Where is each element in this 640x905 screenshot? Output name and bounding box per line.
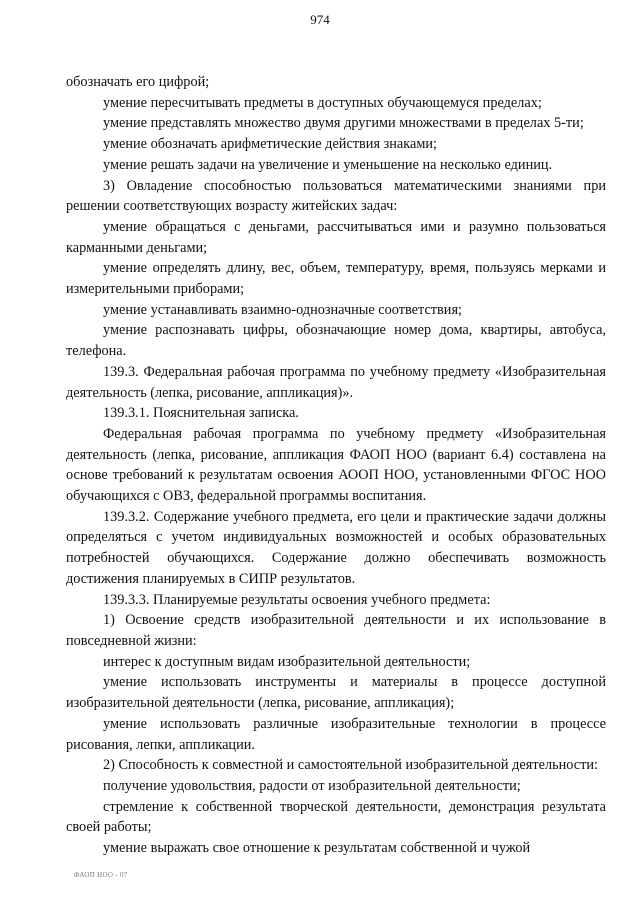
paragraph: Федеральная рабочая программа по учебному предмету «Изобразительная деятельность (лепка, рисование, аппликация ФАОП НОО (вариант 6.4) составлена на основе требований к результатам освоения АООП НОО, установленными ФГОС НОО обучающихся с ОВЗ, федеральной программы воспитания.: [66, 425, 606, 505]
paragraph: 2) Способность к совместной и самостоятельной изобразительной деятельности:: [103, 757, 598, 774]
paragraph: умение обозначать арифметические действия знаками;: [103, 136, 437, 153]
document-body: [66, 72, 606, 859]
paragraph: стремление к собственной творческой деятельности, демонстрация результата своей работы;: [66, 798, 606, 836]
paragraph: получение удовольствия, радости от изобразительной деятельности;: [103, 777, 521, 794]
paragraph: умение распознавать цифры, обозначающие номер дома, квартиры, автобуса, телефона.: [66, 322, 606, 360]
paragraph: 1) Освоение средств изобразительной деятельности и их использование в повседневной жизни:: [66, 612, 606, 649]
paragraph: умение представлять множество двумя другими множествами в пределах 5-ти;: [103, 115, 584, 132]
paragraph: умение использовать различные изобразительные технологии в процессе рисования, лепки, аппликации.: [66, 715, 606, 753]
paragraph: умение определять длину, вес, объем, температуру, время, пользуясь мерками и измерительными приборами;: [66, 260, 606, 298]
paragraph: обозначать его цифрой;: [66, 74, 210, 90]
paragraph: 139.3.2. Содержание учебного предмета, его цели и практические задачи должны определяться с учетом индивидуальных возможностей и особых образовательных потребностей обучающихся. Содержание должно обеспечивать возможность достижения планируемых в СИПР результатов.: [66, 508, 606, 587]
paragraph: умение решать задачи на увеличение и уменьшение на несколько единиц.: [103, 156, 553, 173]
paragraph: умение пересчитывать предметы в доступных обучающемуся пределах;: [103, 94, 542, 111]
paragraph: 3) Овладение способностью пользоваться математическими знаниями при решении соответствующих возрасту житейских задач:: [66, 177, 606, 215]
paragraph: 139.3.3. Планируемые результаты освоения учебного предмета:: [103, 591, 491, 608]
paragraph: умение устанавливать взаимно-однозначные соответствия;: [103, 301, 462, 318]
paragraph: 139.3. Федеральная рабочая программа по учебному предмету «Изобразительная деятельность (лепка, рисование, аппликация)».: [66, 363, 606, 401]
footer-stamp: ФАОП НОО - 07: [74, 871, 128, 879]
paragraph: умение обращаться с деньгами, рассчитываться ими и разумно пользоваться карманными деньгами;: [66, 218, 606, 256]
paragraph: интерес к доступным видам изобразительной деятельности;: [103, 653, 471, 670]
paragraph: умение использовать инструменты и материалы в процессе доступной изобразительной деятельности (лепка, рисование, аппликация);: [66, 674, 606, 712]
paragraph: умение выражать свое отношение к результатам собственной и чужой: [103, 840, 531, 857]
paragraph: 139.3.1. Пояснительная записка.: [103, 405, 299, 422]
page-number: 974: [310, 12, 330, 27]
